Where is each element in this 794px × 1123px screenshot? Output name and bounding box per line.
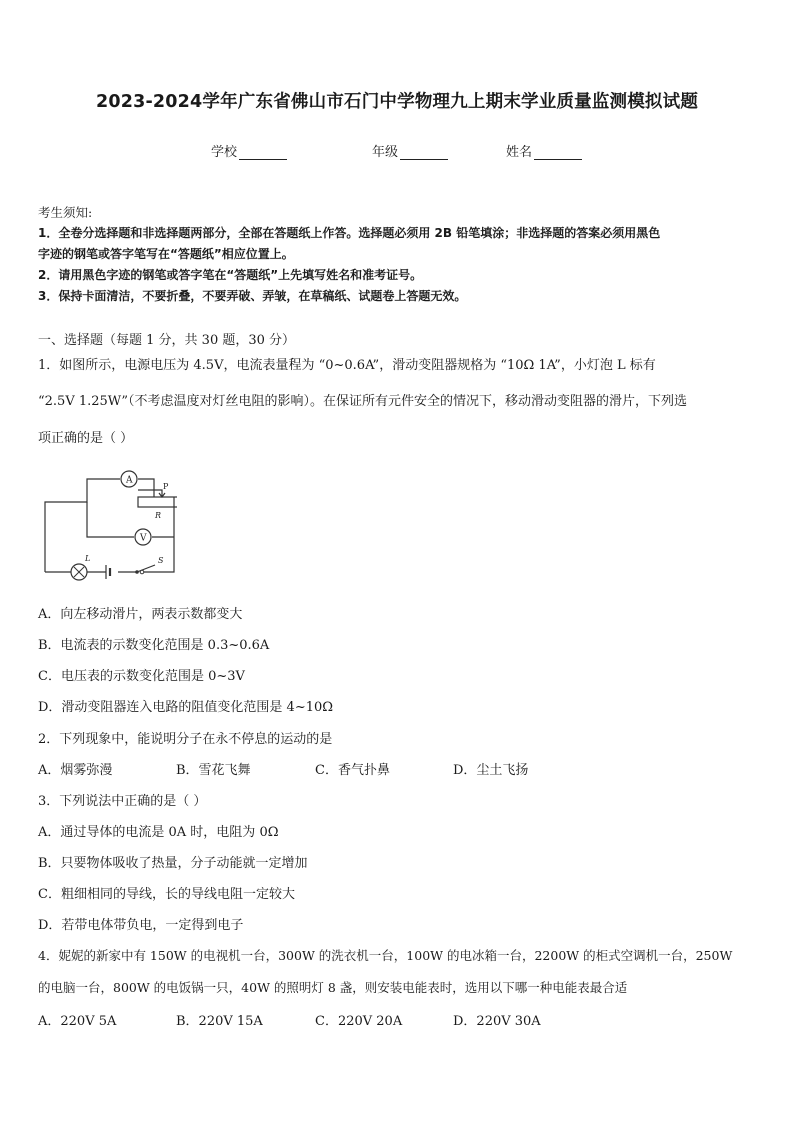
- notice-item: 3．保持卡面清洁，不要折叠，不要弄破、弄皱，在草稿纸、试题卷上答题无效。: [38, 289, 467, 303]
- switch-label: S: [158, 556, 164, 565]
- question-4-line: 的电脑一台，800W 的电饭锅一只，40W 的照明灯 8 盏，则安装电能表时，选用以下哪一种电能表最合适: [38, 980, 628, 995]
- lamp-label: L: [85, 554, 91, 563]
- question-2-option[interactable]: D．尘土飞扬: [453, 763, 529, 778]
- lamp-symbol: [71, 564, 87, 580]
- question-1-option[interactable]: B．电流表的示数变化范围是 0.3~0.6A: [38, 638, 270, 653]
- school-label: 学校: [211, 145, 238, 160]
- question-2-options: [38, 759, 758, 777]
- question-4-option[interactable]: C．220V 20A: [315, 1014, 403, 1029]
- question-3-stem: 3．下列说法中正确的是（ ）: [38, 794, 207, 809]
- question-3-option[interactable]: A．通过导体的电流是 0A 时，电阻为 0Ω: [38, 825, 279, 840]
- question-2-option[interactable]: B．雪花飞舞: [176, 763, 251, 778]
- notice-item: 字迹的钢笔或答字笔写在“答题纸”相应位置上。: [38, 247, 294, 261]
- school-blank[interactable]: [239, 145, 287, 160]
- name-field[interactable]: [506, 141, 582, 160]
- notice-item: 2．请用黑色字迹的钢笔或答字笔在“答题纸”上先填写姓名和准考证号。: [38, 268, 423, 282]
- voltmeter-label: V: [140, 533, 147, 544]
- question-1-option[interactable]: A．向左移动滑片，两表示数都变大: [38, 607, 243, 622]
- school-field[interactable]: [211, 141, 287, 160]
- name-label: 姓名: [506, 145, 533, 160]
- circuit-diagram: [42, 462, 177, 584]
- question-2-stem: 2．下列现象中，能说明分子在永不停息的运动的是: [38, 732, 333, 747]
- name-blank[interactable]: [534, 145, 582, 160]
- question-4-options: [38, 1010, 758, 1028]
- question-4-option[interactable]: B．220V 15A: [176, 1014, 263, 1029]
- notice-item: 1．全卷分选择题和非选择题两部分，全部在答题纸上作答。选择题必须用 2B 铅笔填涂；非选择题的答案必须用黑色: [38, 226, 661, 240]
- question-1-option[interactable]: D．滑动变阻器连入电路的阻值变化范围是 4~10Ω: [38, 700, 334, 715]
- question-4-line: 4．妮妮的新家中有 150W 的电视机一台，300W 的洗衣机一台，100W 的电冰箱一台，2200W 的柜式空调机一台，250W: [38, 948, 733, 963]
- question-1-line: 1．如图所示，电源电压为 4.5V，电流表量程为 “0~0.6A”，滑动变阻器规格为 “10Ω 1A”，小灯泡 L 标有: [38, 358, 656, 373]
- question-1-line: “2.5V 1.25W”（不考虑温度对灯丝电阻的影响）。在保证所有元件安全的情况下，移动滑动变阻器的滑片，下列选: [38, 394, 688, 409]
- grade-blank[interactable]: [400, 145, 448, 160]
- question-3-option[interactable]: B．只要物体吸收了热量，分子动能就一定增加: [38, 856, 308, 871]
- notice-heading: 考生须知:: [38, 205, 93, 220]
- question-4-option[interactable]: D．220V 30A: [453, 1014, 541, 1029]
- question-2-option[interactable]: A．烟雾弥漫: [38, 763, 113, 778]
- grade-field[interactable]: [372, 141, 448, 160]
- student-info-row: [0, 141, 794, 161]
- question-1-line: 项正确的是（ ）: [38, 431, 134, 446]
- slider-label: P: [163, 482, 169, 491]
- exam-title: 2023-2024学年广东省佛山市石门中学物理九上期末学业质量监测模拟试题: [95, 92, 699, 112]
- ammeter-label: A: [126, 475, 133, 486]
- switch-contact: [140, 570, 144, 574]
- question-2-option[interactable]: C．香气扑鼻: [315, 763, 390, 778]
- rheostat-label: R: [155, 511, 162, 520]
- question-3-option[interactable]: C．粗细相同的导线，长的导线电阻一定较大: [38, 887, 295, 902]
- switch-pivot: [135, 570, 139, 574]
- question-4-option[interactable]: A．220V 5A: [38, 1014, 117, 1029]
- grade-label: 年级: [372, 145, 399, 160]
- section-heading: 一、选择题（每题 1 分，共 30 题，30 分）: [38, 333, 296, 348]
- question-1-option[interactable]: C．电压表的示数变化范围是 0~3V: [38, 669, 245, 684]
- question-3-option[interactable]: D．若带电体带负电，一定得到电子: [38, 918, 244, 933]
